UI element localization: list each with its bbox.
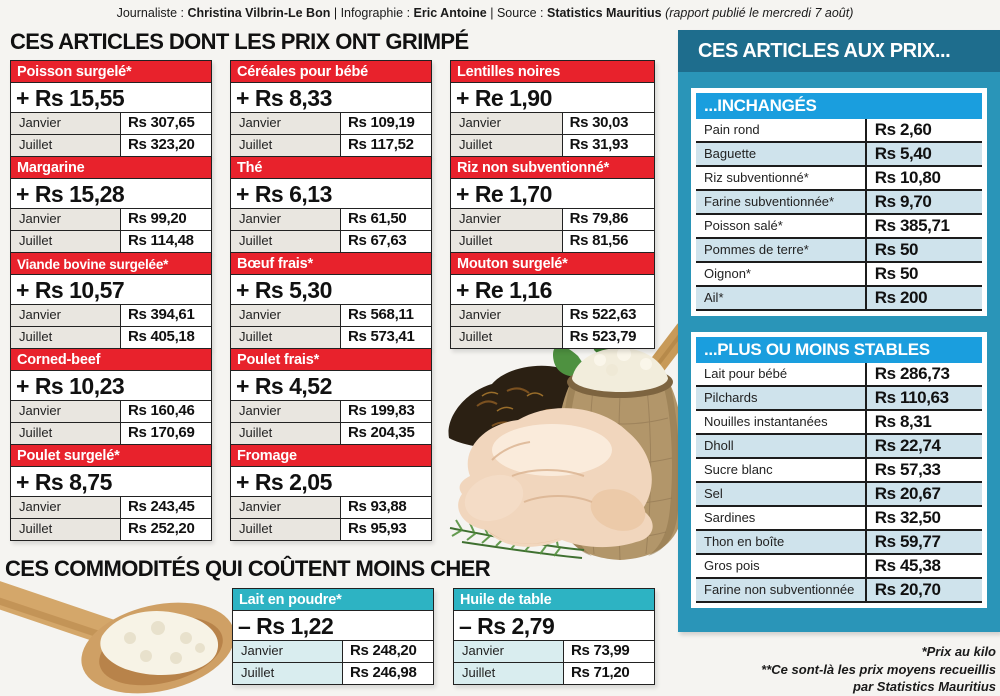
credit-source-label: Source : bbox=[496, 6, 544, 20]
month-label: Juillet bbox=[231, 423, 341, 444]
card-delta: + Rs 8,33 bbox=[230, 83, 432, 113]
credit-separator: | bbox=[490, 6, 494, 20]
card-title: Poulet surgelé* bbox=[10, 444, 212, 467]
card-cereales-pour-bebe bbox=[230, 60, 432, 157]
price-value: Rs 31,93 bbox=[563, 135, 654, 156]
card-title: Bœuf frais* bbox=[230, 252, 432, 275]
table-row bbox=[696, 287, 982, 311]
card-delta: + Re 1,90 bbox=[450, 83, 655, 113]
card-delta: + Rs 8,75 bbox=[10, 467, 212, 497]
card-title: Viande bovine surgelée* bbox=[10, 252, 212, 275]
month-label: Juillet bbox=[454, 663, 564, 684]
item-price: Rs 385,71 bbox=[865, 215, 982, 237]
price-value: Rs 67,63 bbox=[341, 231, 431, 252]
item-label: Dholl bbox=[704, 438, 734, 453]
footnotes bbox=[761, 643, 996, 696]
item-label: Sardines bbox=[704, 510, 756, 525]
card-title: Lait en poudre* bbox=[232, 588, 434, 611]
card-viande-bovine-surgelee bbox=[10, 252, 212, 349]
item-label: Lait pour bébé bbox=[704, 366, 788, 381]
card-delta: + Rs 15,28 bbox=[10, 179, 212, 209]
price-value: Rs 81,56 bbox=[563, 231, 654, 252]
unchanged-prices-panel bbox=[678, 30, 1000, 632]
item-price: Rs 286,73 bbox=[865, 363, 982, 385]
item-price: Rs 8,31 bbox=[865, 411, 982, 433]
month-label: Juillet bbox=[11, 423, 121, 444]
price-value: Rs 30,03 bbox=[563, 113, 654, 134]
card-corned-beef bbox=[10, 348, 212, 445]
card-title: Céréales pour bébé bbox=[230, 60, 432, 83]
card-delta: – Rs 2,79 bbox=[453, 611, 655, 641]
table-row bbox=[696, 263, 982, 287]
item-label: Pain rond bbox=[704, 122, 760, 137]
month-label: Juillet bbox=[231, 519, 341, 540]
item-label: Nouilles instantanées bbox=[704, 414, 828, 429]
item-label: Oignon* bbox=[704, 266, 751, 281]
item-label: Thon en boîte bbox=[704, 534, 785, 549]
item-price: Rs 50 bbox=[865, 263, 982, 285]
item-label: Sel bbox=[704, 486, 723, 501]
table-row bbox=[696, 167, 982, 191]
section-title-prices-down: CES COMMODITÉS QUI COÛTENT MOINS CHER bbox=[5, 556, 491, 581]
price-value: Rs 199,83 bbox=[341, 401, 431, 422]
month-label: Juillet bbox=[11, 135, 121, 156]
credit-infographic-name: Eric Antoine bbox=[413, 6, 487, 20]
month-label: Juillet bbox=[233, 663, 343, 684]
credit-source-name: Statistics Mauritius bbox=[546, 6, 662, 20]
panel-title: CES ARTICLES AUX PRIX... bbox=[678, 30, 1000, 72]
month-label: Janvier bbox=[11, 113, 121, 134]
price-value: Rs 246,98 bbox=[343, 663, 433, 684]
table-row bbox=[696, 483, 982, 507]
credit-infographic-label: Infographie : bbox=[340, 6, 411, 20]
month-label: Juillet bbox=[231, 327, 341, 348]
card-delta: + Rs 2,05 bbox=[230, 467, 432, 497]
item-price: Rs 2,60 bbox=[865, 119, 982, 141]
price-value: Rs 71,20 bbox=[564, 663, 654, 684]
item-price: Rs 110,63 bbox=[865, 387, 982, 409]
month-label: Janvier bbox=[451, 209, 563, 230]
milk-powder-spoon-photo bbox=[0, 576, 240, 696]
card-boeuf-frais bbox=[230, 252, 432, 349]
price-value: Rs 95,93 bbox=[341, 519, 431, 540]
table-row bbox=[696, 387, 982, 411]
credit-journalist-label: Journaliste : bbox=[116, 6, 185, 20]
month-label: Juillet bbox=[231, 231, 341, 252]
section-title-prices-up: CES ARTICLES DONT LES PRIX ONT GRIMPÉ bbox=[10, 29, 469, 54]
month-label: Janvier bbox=[11, 305, 121, 326]
card-delta: + Re 1,70 bbox=[450, 179, 655, 209]
item-label: Baguette bbox=[704, 146, 757, 161]
table-header: ...PLUS OU MOINS STABLES bbox=[696, 337, 982, 363]
price-value: Rs 79,86 bbox=[563, 209, 654, 230]
card-the bbox=[230, 156, 432, 253]
month-label: Janvier bbox=[231, 305, 341, 326]
card-lait-en-poudre bbox=[232, 588, 434, 685]
card-mouton-surgele bbox=[450, 252, 655, 349]
card-poulet-surgele bbox=[10, 444, 212, 541]
card-huile-de-table bbox=[453, 588, 655, 685]
item-price: Rs 32,50 bbox=[865, 507, 982, 529]
table-row bbox=[696, 411, 982, 435]
month-label: Juillet bbox=[231, 135, 341, 156]
month-label: Janvier bbox=[233, 641, 343, 662]
item-price: Rs 200 bbox=[865, 287, 982, 309]
price-value: Rs 117,52 bbox=[341, 135, 431, 156]
month-label: Juillet bbox=[11, 519, 121, 540]
price-value: Rs 170,69 bbox=[121, 423, 211, 444]
item-price: Rs 5,40 bbox=[865, 143, 982, 165]
table-row bbox=[696, 579, 982, 603]
card-title: Huile de table bbox=[453, 588, 655, 611]
month-label: Juillet bbox=[11, 327, 121, 348]
month-label: Janvier bbox=[454, 641, 564, 662]
card-title: Mouton surgelé* bbox=[450, 252, 655, 275]
price-value: Rs 243,45 bbox=[121, 497, 211, 518]
card-title: Thé bbox=[230, 156, 432, 179]
price-value: Rs 160,46 bbox=[121, 401, 211, 422]
card-poulet-frais bbox=[230, 348, 432, 445]
card-title: Poulet frais* bbox=[230, 348, 432, 371]
table-row bbox=[696, 531, 982, 555]
price-value: Rs 523,79 bbox=[563, 327, 654, 348]
month-label: Janvier bbox=[11, 401, 121, 422]
price-value: Rs 99,20 bbox=[121, 209, 211, 230]
item-label: Farine subventionnée* bbox=[704, 194, 835, 209]
card-title: Corned-beef bbox=[10, 348, 212, 371]
table-row bbox=[696, 459, 982, 483]
table-row bbox=[696, 119, 982, 143]
item-label: Poisson salé* bbox=[704, 218, 783, 233]
price-value: Rs 573,41 bbox=[341, 327, 431, 348]
table-header: ...INCHANGÉS bbox=[696, 93, 982, 119]
card-delta: + Rs 6,13 bbox=[230, 179, 432, 209]
price-value: Rs 109,19 bbox=[341, 113, 431, 134]
item-label: Riz subventionné* bbox=[704, 170, 809, 185]
card-riz-non-subventionne bbox=[450, 156, 655, 253]
credit-separator: | bbox=[333, 6, 338, 20]
card-delta: + Rs 10,23 bbox=[10, 371, 212, 401]
month-label: Janvier bbox=[231, 497, 341, 518]
footnote-price-per-kilo: *Prix au kilo bbox=[921, 644, 996, 659]
price-value: Rs 204,35 bbox=[341, 423, 431, 444]
card-title: Fromage bbox=[230, 444, 432, 467]
card-delta: + Rs 4,52 bbox=[230, 371, 432, 401]
card-fromage bbox=[230, 444, 432, 541]
item-label: Pilchards bbox=[704, 390, 758, 405]
month-label: Janvier bbox=[11, 497, 121, 518]
item-label: Ail* bbox=[704, 290, 724, 305]
card-delta: + Rs 10,57 bbox=[10, 275, 212, 305]
month-label: Juillet bbox=[451, 231, 563, 252]
item-label: Sucre blanc bbox=[704, 462, 773, 477]
item-price: Rs 10,80 bbox=[865, 167, 982, 189]
footnote-source: par Statistics Mauritius bbox=[852, 679, 996, 694]
price-value: Rs 114,48 bbox=[121, 231, 211, 252]
item-price: Rs 59,77 bbox=[865, 531, 982, 553]
table-row bbox=[696, 555, 982, 579]
price-value: Rs 252,20 bbox=[121, 519, 211, 540]
price-value: Rs 73,99 bbox=[564, 641, 654, 662]
card-delta: – Rs 1,22 bbox=[232, 611, 434, 641]
item-label: Farine non subventionnée bbox=[704, 582, 855, 597]
table-row bbox=[696, 215, 982, 239]
month-label: Janvier bbox=[231, 113, 341, 134]
raw-chicken-photo bbox=[432, 380, 672, 562]
card-delta: + Rs 15,55 bbox=[10, 83, 212, 113]
card-delta: + Rs 5,30 bbox=[230, 275, 432, 305]
item-price: Rs 45,38 bbox=[865, 555, 982, 577]
item-price: Rs 50 bbox=[865, 239, 982, 261]
item-price: Rs 20,70 bbox=[865, 579, 982, 601]
card-margarine bbox=[10, 156, 212, 253]
card-delta: + Re 1,16 bbox=[450, 275, 655, 305]
table-row bbox=[696, 435, 982, 459]
card-poisson-surgele bbox=[10, 60, 212, 157]
card-title: Poisson surgelé* bbox=[10, 60, 212, 83]
credit-journalist-name: Christina Vilbrin-Le Bon bbox=[187, 6, 331, 20]
table-plus-ou-moins-stables bbox=[691, 332, 987, 608]
month-label: Janvier bbox=[231, 401, 341, 422]
price-value: Rs 522,63 bbox=[563, 305, 654, 326]
month-label: Juillet bbox=[451, 135, 563, 156]
price-value: Rs 307,65 bbox=[121, 113, 211, 134]
card-title: Lentilles noires bbox=[450, 60, 655, 83]
item-price: Rs 57,33 bbox=[865, 459, 982, 481]
card-lentilles-noires bbox=[450, 60, 655, 157]
table-row bbox=[696, 507, 982, 531]
item-price: Rs 9,70 bbox=[865, 191, 982, 213]
month-label: Juillet bbox=[11, 231, 121, 252]
credit-line bbox=[0, 6, 970, 20]
month-label: Janvier bbox=[451, 305, 563, 326]
price-value: Rs 394,61 bbox=[121, 305, 211, 326]
price-value: Rs 405,18 bbox=[121, 327, 211, 348]
price-value: Rs 248,20 bbox=[343, 641, 433, 662]
item-label: Gros pois bbox=[704, 558, 760, 573]
footnote-average-prices: **Ce sont-là les prix moyens recueillis bbox=[761, 661, 996, 677]
price-value: Rs 323,20 bbox=[121, 135, 211, 156]
card-title: Margarine bbox=[10, 156, 212, 179]
price-value: Rs 93,88 bbox=[341, 497, 431, 518]
table-row bbox=[696, 191, 982, 215]
table-row bbox=[696, 239, 982, 263]
item-price: Rs 22,74 bbox=[865, 435, 982, 457]
price-value: Rs 61,50 bbox=[341, 209, 431, 230]
month-label: Janvier bbox=[231, 209, 341, 230]
month-label: Juillet bbox=[451, 327, 563, 348]
month-label: Janvier bbox=[451, 113, 563, 134]
item-label: Pommes de terre* bbox=[704, 242, 809, 257]
credit-report-note: (rapport publié le mercredi 7 août) bbox=[665, 6, 854, 20]
card-title: Riz non subventionné* bbox=[450, 156, 655, 179]
month-label: Janvier bbox=[11, 209, 121, 230]
table-inchanges bbox=[691, 88, 987, 316]
table-row bbox=[696, 143, 982, 167]
item-price: Rs 20,67 bbox=[865, 483, 982, 505]
price-value: Rs 568,11 bbox=[341, 305, 431, 326]
table-row bbox=[696, 363, 982, 387]
